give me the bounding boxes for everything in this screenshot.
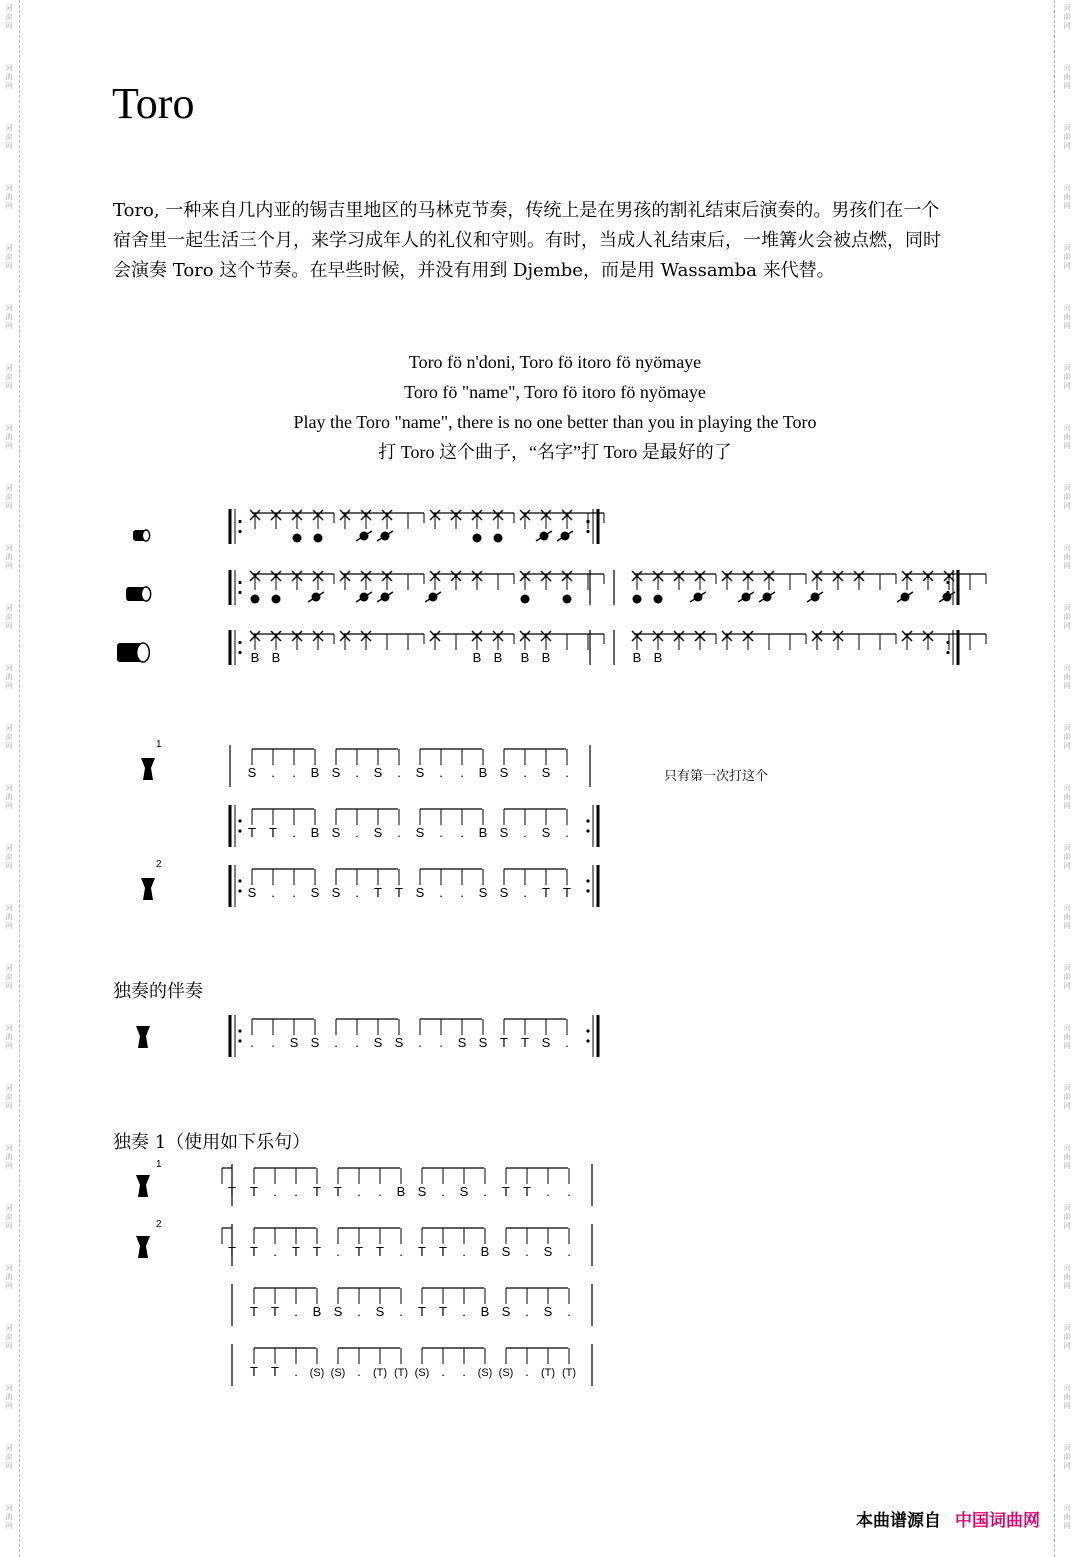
djembe-icon: [136, 1175, 150, 1197]
stroke-label: B: [312, 1304, 322, 1319]
stroke-label: .: [378, 1184, 382, 1199]
stroke-label: .: [525, 1304, 529, 1319]
watermark-text: 词 曲 网: [1063, 544, 1071, 570]
watermark-text: 词 曲 网: [1063, 1264, 1071, 1290]
watermark-text: 词 曲 网: [5, 1324, 13, 1350]
watermark-text: 词 曲 网: [5, 64, 13, 90]
lyric-line: Toro fö n'doni, Toro fö itoro fö nyömaye: [408, 352, 702, 372]
open-drum-stroke: [563, 595, 572, 604]
stroke-label: .: [271, 765, 275, 780]
drum-stroke-label: B: [493, 650, 503, 665]
watermark-text: 词 曲 网: [5, 1264, 13, 1290]
stroke-label: S: [499, 825, 509, 840]
stroke-label: T: [228, 1184, 236, 1199]
stroke-label: S: [417, 1184, 427, 1199]
watermark-text: 词 曲 网: [5, 424, 13, 450]
stroke-label: .: [439, 1035, 443, 1050]
stroke-label: .: [439, 885, 443, 900]
repeat-dot: [946, 651, 949, 654]
open-drum-stroke: [633, 595, 642, 604]
watermark-text: 词 曲 网: [1063, 1084, 1071, 1110]
open-drum-stroke: [272, 595, 281, 604]
watermark-text: 词 曲 网: [5, 244, 13, 270]
watermark-text: 词 曲 网: [1063, 64, 1071, 90]
stroke-label: .: [523, 885, 527, 900]
stroke-label: .: [462, 1244, 466, 1259]
repeat-dot: [238, 651, 241, 654]
stroke-label: (S): [414, 1367, 430, 1379]
stroke-label: .: [460, 825, 464, 840]
stroke-label: .: [439, 765, 443, 780]
watermark-text: 词 曲 网: [5, 844, 13, 870]
watermark-text: 词 曲 网: [5, 604, 13, 630]
watermark-text: 词 曲 网: [5, 964, 13, 990]
watermark-text: 词 曲 网: [5, 784, 13, 810]
stroke-label: .: [399, 1244, 403, 1259]
watermark-text: 词 曲 网: [5, 1024, 13, 1050]
stroke-label: .: [294, 1184, 298, 1199]
watermark-text: 词 曲 网: [1063, 904, 1071, 930]
repeat-dot: [238, 1039, 241, 1042]
stroke-label: S: [478, 1035, 488, 1050]
stroke-label: .: [292, 825, 296, 840]
repeat-dot: [238, 530, 241, 533]
stroke-label: B: [310, 765, 320, 780]
stroke-label: B: [396, 1184, 406, 1199]
stroke-label: B: [480, 1304, 490, 1319]
watermark-text: 词 曲 网: [1063, 304, 1071, 330]
drum-stroke-label: B: [520, 650, 530, 665]
open-drum-stroke: [521, 595, 530, 604]
repeat-dot: [586, 829, 589, 832]
stroke-label: S: [247, 885, 257, 900]
stroke-label: S: [373, 1035, 383, 1050]
footer-brand: 中国词曲网: [955, 1511, 1040, 1531]
djembe-icon: [136, 1026, 150, 1048]
repeat-dot: [586, 530, 589, 533]
djembe-icon: [141, 878, 155, 900]
stroke-label: (T): [372, 1367, 388, 1379]
stroke-label: .: [357, 1304, 361, 1319]
stroke-label: T: [563, 885, 571, 900]
stroke-label: T: [292, 1244, 300, 1259]
stroke-label: .: [525, 1364, 529, 1379]
stroke-label: S: [543, 1304, 553, 1319]
watermark-text: 词 曲 网: [1063, 1024, 1071, 1050]
stroke-label: S: [501, 1304, 511, 1319]
part-number-label: 1: [156, 1159, 162, 1170]
stroke-label: .: [418, 1035, 422, 1050]
watermark-text: 词 曲 网: [5, 724, 13, 750]
watermark-text: 词 曲 网: [5, 904, 13, 930]
stroke-label: .: [357, 1184, 361, 1199]
stroke-label: .: [294, 1364, 298, 1379]
watermark-text: 词 曲 网: [1063, 1144, 1071, 1170]
stroke-label: S: [415, 885, 425, 900]
stroke-label: T: [502, 1184, 510, 1199]
stroke-label: (S): [330, 1367, 346, 1379]
stroke-label: .: [439, 825, 443, 840]
stroke-label: .: [462, 1304, 466, 1319]
stroke-label: T: [313, 1184, 321, 1199]
watermark-text: 词 曲 网: [1063, 964, 1071, 990]
stroke-label: .: [441, 1184, 445, 1199]
stroke-label: .: [567, 1244, 571, 1259]
stroke-label: (S): [477, 1367, 493, 1379]
watermark-text: 词 曲 网: [1063, 784, 1071, 810]
repeat-dot: [238, 641, 241, 644]
watermark-text: 词 曲 网: [1063, 844, 1071, 870]
stroke-label: .: [355, 825, 359, 840]
watermark-text: 词 曲 网: [1063, 244, 1071, 270]
stroke-label: .: [250, 1035, 254, 1050]
stroke-label: S: [373, 765, 383, 780]
watermark-text: 词 曲 网: [1063, 364, 1071, 390]
stroke-label: T: [500, 1035, 508, 1050]
stroke-label: .: [355, 765, 359, 780]
stroke-label: .: [397, 825, 401, 840]
drum-stroke-label: B: [250, 650, 260, 665]
sangban-drum-icon: [141, 587, 150, 601]
stroke-label: S: [289, 1035, 299, 1050]
watermark-text: 词 曲 网: [1063, 1204, 1071, 1230]
drum-stroke-label: B: [541, 650, 551, 665]
watermark-text: 词 曲 网: [1063, 724, 1071, 750]
repeat-dot: [586, 889, 589, 892]
watermark-text: 词 曲 网: [5, 1144, 13, 1170]
lyric-line: Toro fö "name", Toro fö itoro fö nyömaye: [404, 382, 706, 402]
stroke-label: S: [541, 825, 551, 840]
watermark-text: 词 曲 网: [1063, 1504, 1071, 1530]
stroke-label: .: [271, 1035, 275, 1050]
stroke-label: T: [523, 1184, 531, 1199]
stroke-label: S: [333, 1304, 343, 1319]
stroke-label: T: [248, 825, 256, 840]
stroke-label: S: [499, 765, 509, 780]
watermark-text: 词 曲 网: [5, 1444, 13, 1470]
stroke-label: T: [418, 1304, 426, 1319]
stroke-label: S: [310, 1035, 320, 1050]
stroke-label: .: [567, 1184, 571, 1199]
drum-stroke-label: B: [653, 650, 663, 665]
stroke-label: .: [292, 765, 296, 780]
page-title: Toro: [112, 79, 195, 128]
repeat-dot: [946, 581, 949, 584]
stroke-label: .: [357, 1364, 361, 1379]
repeat-dot: [586, 520, 589, 523]
watermark-text: 词 曲 网: [1063, 664, 1071, 690]
stroke-label: T: [376, 1244, 384, 1259]
drum-stroke-label: B: [632, 650, 642, 665]
stroke-label: .: [273, 1244, 277, 1259]
stroke-label: T: [521, 1035, 529, 1050]
stroke-label: .: [397, 765, 401, 780]
stroke-label: S: [331, 765, 341, 780]
stroke-label: S: [499, 885, 509, 900]
watermark-text: 词 曲 网: [5, 304, 13, 330]
watermark-text: 词 曲 网: [1063, 4, 1071, 30]
stroke-label: (T): [393, 1367, 409, 1379]
stroke-label: S: [541, 765, 551, 780]
watermark-text: 词 曲 网: [5, 184, 13, 210]
watermark-text: 词 曲 网: [5, 4, 13, 30]
stroke-label: (S): [498, 1367, 514, 1379]
stroke-label: .: [567, 1304, 571, 1319]
stroke-label: .: [294, 1304, 298, 1319]
stroke-label: .: [523, 765, 527, 780]
stroke-label: .: [546, 1184, 550, 1199]
stroke-label: S: [459, 1184, 469, 1199]
stroke-label: B: [480, 1244, 490, 1259]
repeat-dot: [946, 591, 949, 594]
repeat-dot: [586, 879, 589, 882]
repeat-dot: [238, 581, 241, 584]
stroke-label: S: [373, 825, 383, 840]
watermark-text: 词 曲 网: [5, 364, 13, 390]
stroke-label: .: [483, 1184, 487, 1199]
repeat-dot: [238, 829, 241, 832]
stroke-label: T: [313, 1244, 321, 1259]
watermark-text: 词 曲 网: [1063, 424, 1071, 450]
dundunba-drum-icon: [137, 643, 150, 662]
repeat-dot: [238, 591, 241, 594]
open-drum-stroke: [314, 534, 323, 543]
stroke-label: S: [394, 1035, 404, 1050]
djembe-icon: [141, 758, 155, 780]
stroke-label: T: [250, 1244, 258, 1259]
stroke-label: T: [228, 1244, 236, 1259]
stroke-label: S: [501, 1244, 511, 1259]
stroke-label: T: [271, 1304, 279, 1319]
stroke-label: .: [565, 825, 569, 840]
watermark-text: 词 曲 网: [1063, 1384, 1071, 1410]
stroke-label: S: [310, 885, 320, 900]
stroke-label: S: [543, 1244, 553, 1259]
repeat-dot: [238, 879, 241, 882]
watermark-text: 词 曲 网: [5, 1504, 13, 1530]
stroke-label: S: [331, 825, 341, 840]
stroke-label: T: [250, 1364, 258, 1379]
repeat-dot: [238, 819, 241, 822]
open-drum-stroke: [473, 534, 482, 543]
watermark-text: 词 曲 网: [1063, 604, 1071, 630]
stroke-label: T: [439, 1244, 447, 1259]
watermark-text: 词 曲 网: [5, 1204, 13, 1230]
watermark-text: 词 曲 网: [5, 544, 13, 570]
watermark-text: 词 曲 网: [1063, 1444, 1071, 1470]
part-number-label: 2: [156, 859, 162, 870]
stroke-label: S: [415, 765, 425, 780]
stroke-label: .: [523, 825, 527, 840]
stroke-label: .: [336, 1244, 340, 1259]
stroke-label: .: [273, 1184, 277, 1199]
stroke-label: S: [541, 1035, 551, 1050]
drum-stroke-label: B: [472, 650, 482, 665]
stroke-label: B: [478, 825, 488, 840]
kenkeni-drum-icon: [142, 530, 149, 541]
stroke-label: T: [334, 1184, 342, 1199]
watermark-text: 词 曲 网: [5, 1084, 13, 1110]
lyric-line: Play the Toro "name", there is no one better than you in playing the Toro: [293, 412, 817, 432]
stroke-label: .: [355, 1035, 359, 1050]
repeat-dot: [586, 1039, 589, 1042]
first-time-note: 只有第一次打这个: [664, 768, 769, 783]
watermark-text: 词 曲 网: [5, 484, 13, 510]
intro-paragraph: Toro, 一种来自几内亚的锡吉里地区的马林克节奏，传统上是在男孩的割礼结束后演奏的。男孩们在一个宿舍里一起生活三个月，来学习成年人的礼仪和守则。有时，当成人礼结束后，一堆篝火会被点燃，同时会演奏 Toro 这个节奏。在早些时候，并没有用到 Djembe，而是用 Wassamba 来代替。: [113, 200, 941, 281]
stroke-label: (T): [540, 1367, 556, 1379]
stroke-label: S: [457, 1035, 467, 1050]
stroke-label: .: [355, 885, 359, 900]
part-number-label: 1: [156, 739, 162, 750]
stroke-label: .: [441, 1364, 445, 1379]
repeat-dot: [946, 641, 949, 644]
open-drum-stroke: [293, 534, 302, 543]
watermark-text: 词 曲 网: [5, 1384, 13, 1410]
stroke-label: T: [250, 1184, 258, 1199]
watermark-text: 词 曲 网: [5, 124, 13, 150]
footer-prefix: 本曲谱源自: [856, 1511, 941, 1531]
stroke-label: .: [292, 885, 296, 900]
stroke-label: S: [331, 885, 341, 900]
lyric-line: 打 Toro 这个曲子，“名字”打 Toro 是最好的了: [378, 442, 732, 462]
stroke-label: .: [525, 1244, 529, 1259]
repeat-dot: [586, 1029, 589, 1032]
stroke-label: T: [439, 1304, 447, 1319]
stroke-label: T: [250, 1304, 258, 1319]
watermark-text: 词 曲 网: [1063, 184, 1071, 210]
stroke-label: S: [375, 1304, 385, 1319]
stroke-label: .: [565, 1035, 569, 1050]
stroke-label: .: [565, 765, 569, 780]
stroke-label: T: [355, 1244, 363, 1259]
solo-heading: 独奏 1（使用如下乐句）: [113, 1132, 311, 1153]
source-footer: [856, 1506, 1040, 1531]
stroke-label: T: [395, 885, 403, 900]
part-number-label: 2: [156, 1219, 162, 1230]
watermark-text: 词 曲 网: [1063, 484, 1071, 510]
stroke-label: T: [542, 885, 550, 900]
repeat-dot: [238, 889, 241, 892]
stroke-label: (S): [309, 1367, 325, 1379]
stroke-label: B: [478, 765, 488, 780]
stroke-label: .: [334, 1035, 338, 1050]
stroke-label: T: [374, 885, 382, 900]
repeat-dot: [238, 1029, 241, 1032]
stroke-label: (T): [561, 1367, 577, 1379]
watermark-text: 词 曲 网: [1063, 124, 1071, 150]
open-drum-stroke: [251, 595, 260, 604]
repeat-dot: [238, 520, 241, 523]
repeat-dot: [586, 819, 589, 822]
stroke-label: .: [462, 1364, 466, 1379]
stroke-label: .: [460, 885, 464, 900]
stroke-label: S: [478, 885, 488, 900]
watermark-text: 词 曲 网: [1063, 1324, 1071, 1350]
stroke-label: .: [399, 1304, 403, 1319]
stroke-label: S: [247, 765, 257, 780]
stroke-label: B: [310, 825, 320, 840]
open-drum-stroke: [654, 595, 663, 604]
stroke-label: T: [418, 1244, 426, 1259]
stroke-label: .: [460, 765, 464, 780]
djembe-icon: [136, 1236, 150, 1258]
stroke-label: T: [271, 1364, 279, 1379]
open-drum-stroke: [494, 534, 503, 543]
stroke-label: .: [271, 885, 275, 900]
watermark-text: 词 曲 网: [5, 664, 13, 690]
stroke-label: T: [269, 825, 277, 840]
stroke-label: S: [415, 825, 425, 840]
accompaniment-heading: 独奏的伴奏: [113, 981, 203, 1002]
drum-stroke-label: B: [271, 650, 281, 665]
